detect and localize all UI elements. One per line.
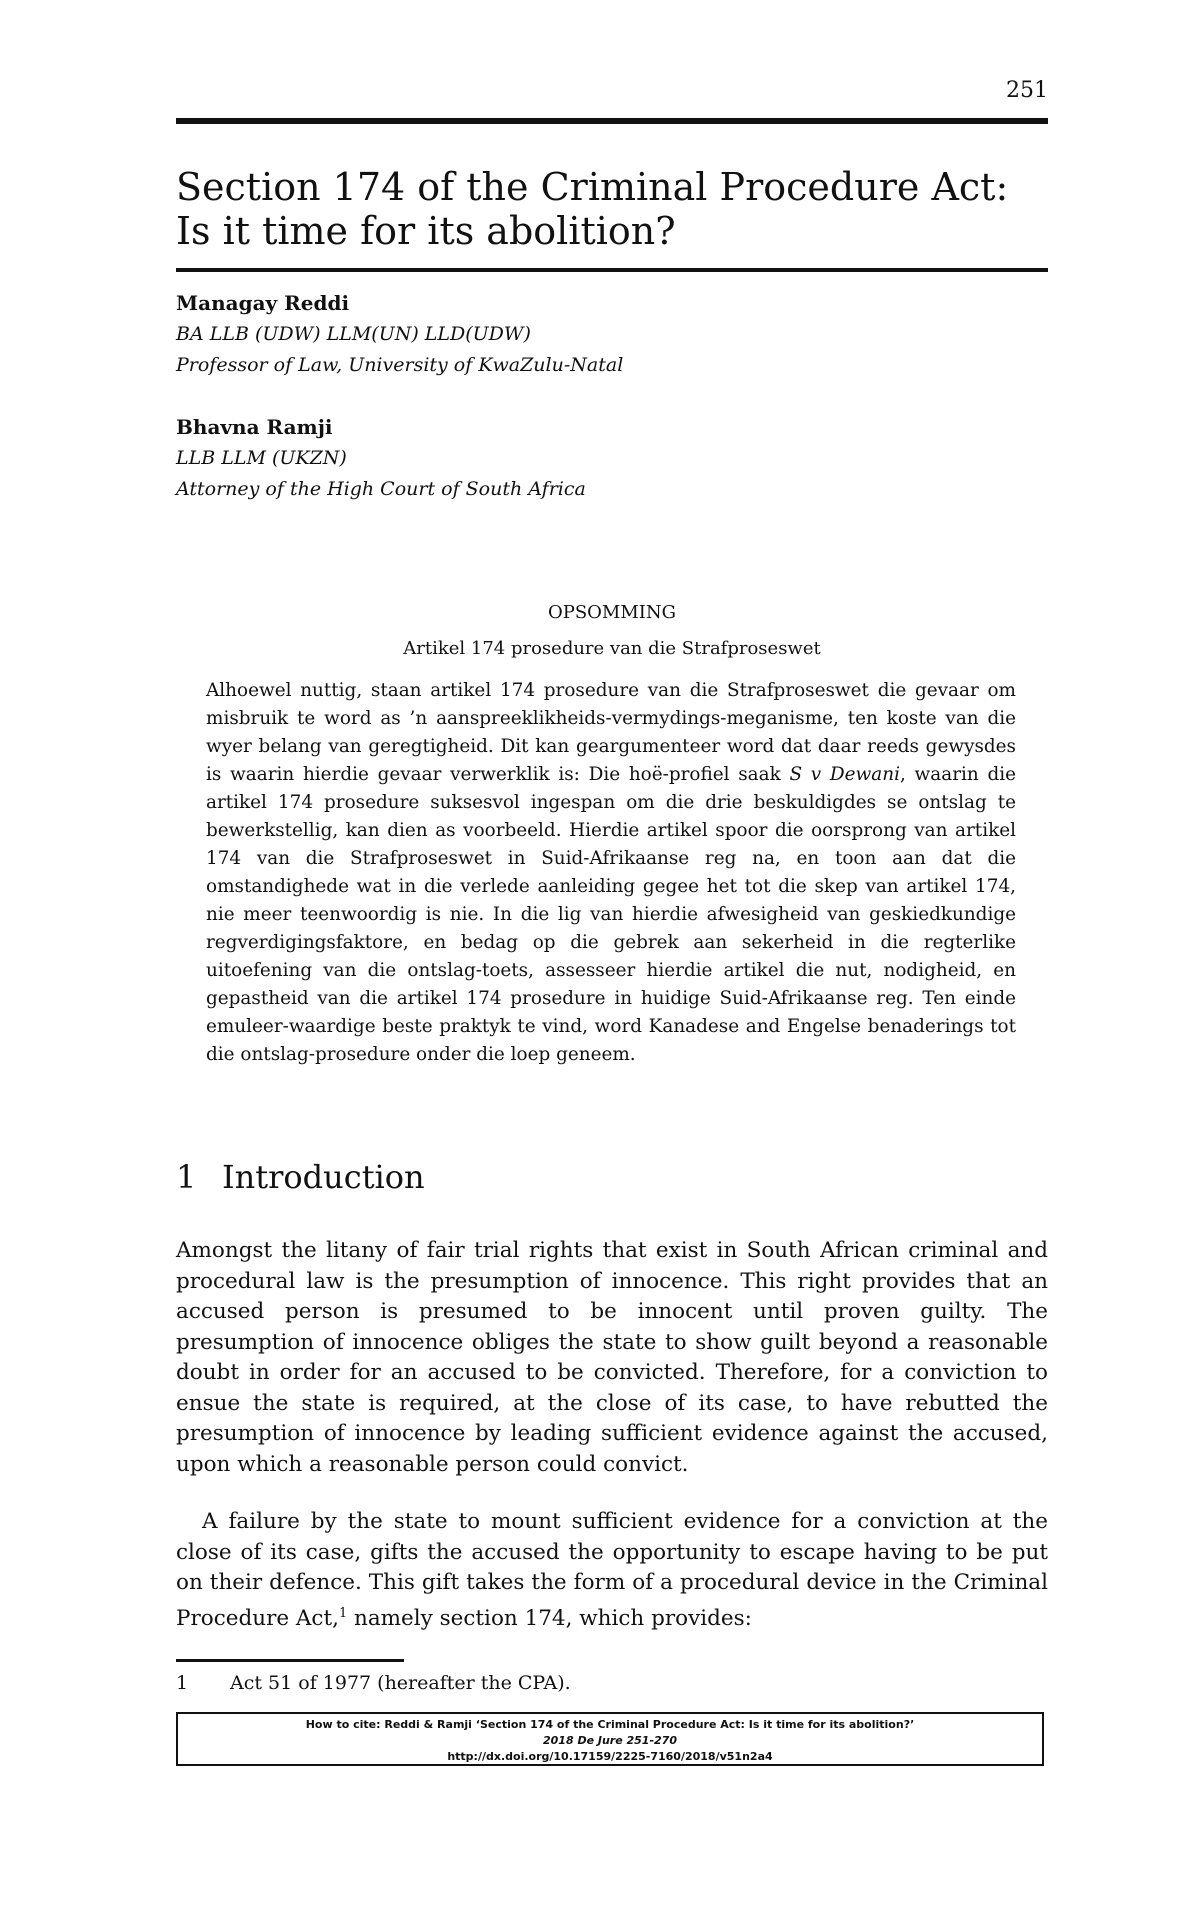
footnote-reference[interactable]: 1 xyxy=(338,1605,348,1621)
body-paragraph-2 xyxy=(176,1507,1048,1634)
section-title: Introduction xyxy=(222,1158,425,1196)
title-line-2: Is it time for its abolition? xyxy=(176,209,676,253)
author-block-2 xyxy=(176,412,876,505)
citation-doi-link[interactable]: http://dx.doi.org/10.17159/2225-7160/2018/v51n2a4 xyxy=(447,1750,773,1763)
author-name: Managay Reddi xyxy=(176,291,350,315)
abstract-heading: OPSOMMING xyxy=(547,602,677,623)
abstract-text-part-1: Alhoewel nuttig, staan artikel 174 prosedure van die Strafproseswet die gevaar om misbruik te word as ’n aanspreeklikheids-vermydings-meganisme, ten koste van die wyer belang van geregtigheid. Dit kan geargumenteer word dat daar reeds gewysdes is waarin hierdie gevaar verwerklik is: Die hoë-profiel saak xyxy=(206,680,1016,785)
citation-line-1: How to cite: Reddi & Ramji ‘Section 174 of the Criminal Procedure Act: Is it time for its abolition?’ xyxy=(305,1718,915,1731)
footnote-rule xyxy=(176,1659,404,1662)
footnote xyxy=(176,1672,571,1694)
footnote-number: 1 xyxy=(176,1672,189,1694)
author-degrees: LLB LLM (UKZN) xyxy=(176,447,347,469)
abstract-subheading: Artikel 174 prosedure van die Strafproseswet xyxy=(403,638,821,659)
author-degrees: BA LLB (UDW) LLM(UN) LLD(UDW) xyxy=(176,323,531,345)
header-rule xyxy=(176,118,1048,124)
title-rule xyxy=(176,268,1048,272)
abstract-text-part-2: , waarin die artikel 174 prosedure suksesvol ingespan om die drie beskuldigdes se ontslag te bewerkstellig, kan dien as voorbeeld. Hierdie artikel spoor die oorsprong van artikel 174 van die Strafproseswet in Suid-Afrikaanse reg na, en toon aan dat die omstandighede wat in die verlede aanleiding gegee het tot die skep van artikel 174, nie meer teenwoordig is nie. In die lig van hierdie afwesigheid van geskiedkundige regverdigingsfaktore, en bedag op die gebrek aan sekerheid in die regterlike uitoefening van die ontslag-toets, assesseer hierdie artikel die nut, nodigheid, en gepastheid van die artikel 174 prosedure in huidige Suid-Afrikaanse reg. Ten einde emuleer-waardige beste praktyk te vind, word Kanadese and Engelse benaderings tot die ontslag-prosedure onder die loep geneem. xyxy=(206,764,1017,1065)
author-name: Bhavna Ramji xyxy=(176,415,333,439)
author-affiliation: Professor of Law, University of KwaZulu-Natal xyxy=(176,354,624,376)
paragraph-2-text-end: namely section 174, which provides: xyxy=(347,1605,752,1631)
body-paragraph-1: Amongst the litany of fair trial rights that exist in South African criminal and procedural law is the presumption of innocence. This right provides that an accused person is presumed to be innocent until proven guilty. The presumption of innocence obliges the state to show guilt beyond a reasonable doubt in order for an accused to be convicted. Therefore, for a conviction to ensue the state is required, at the close of its case, to have rebutted the presumption of innocence by leading sufficient evidence against the accused, upon which a reasonable person could convict. xyxy=(176,1238,1048,1477)
footnote-text: Act 51 of 1977 (hereafter the CPA). xyxy=(230,1672,571,1694)
section-heading xyxy=(176,1158,425,1196)
case-name: S v Dewani xyxy=(789,764,900,785)
page-number: 251 xyxy=(1006,78,1048,103)
author-affiliation: Attorney of the High Court of South Africa xyxy=(176,478,586,500)
article-title xyxy=(176,165,1056,253)
author-block-1 xyxy=(176,288,876,381)
citation-box xyxy=(176,1712,1044,1766)
paragraph-2-text: A failure by the state to mount sufficient evidence for a conviction at the close of its case, gifts the accused the opportunity to escape having to be put on their defence. This gift takes the form of a procedural device in the Criminal Procedure Act, xyxy=(176,1509,1048,1631)
section-number: 1 xyxy=(176,1158,197,1196)
abstract-text xyxy=(206,677,1016,1069)
citation-line-2: 2018 De Jure 251-270 xyxy=(543,1734,677,1747)
title-line-1: Section 174 of the Criminal Procedure Act: xyxy=(176,165,1009,209)
